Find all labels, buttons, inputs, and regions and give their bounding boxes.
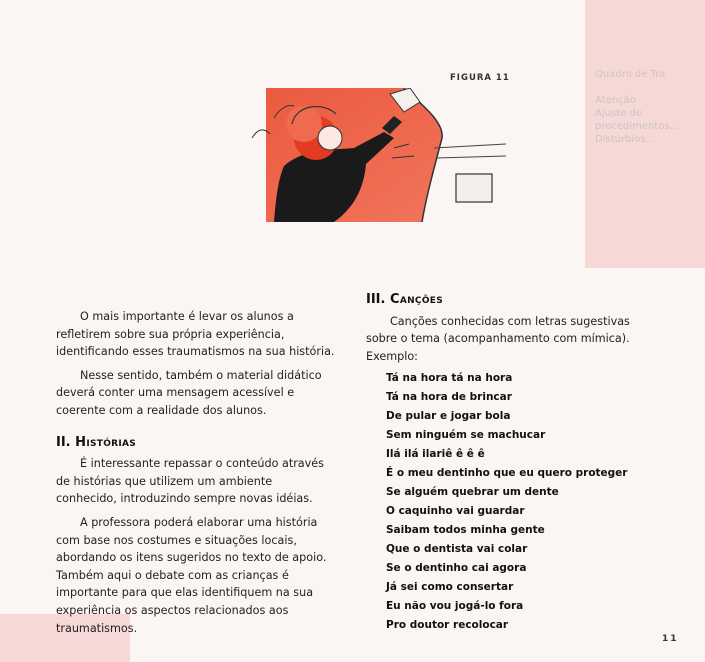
lyric-line: Sem ninguém se machucar	[386, 429, 546, 442]
lyric-line: Tá na hora tá na hora	[386, 372, 513, 385]
section-number: III.	[366, 292, 386, 307]
paragraph-cancoes: Canções conhecidas com letras sugestivas sobre o tema (acompanhamento com mímica). Exemplo:	[366, 314, 630, 363]
dentist-illustration	[244, 88, 506, 222]
figure-label: FIGURA 11	[450, 73, 510, 83]
lyric-line: Eu não vou jogá-lo fora	[386, 600, 524, 613]
paragraph-historias-2: A professora poderá elaborar uma história com base nos costumes e situações locais, abordando os itens sugeridos no texto de apoio. Também aqui o debate com as crianças é importante para que elas identifiquem na sua experiência os aspectos relacionados aos traumatismos.	[56, 515, 327, 635]
lyric-line: Pro doutor recolocar	[386, 619, 509, 632]
page-number: 11	[662, 634, 679, 644]
lyric-line: Se o dentinho cai agora	[386, 562, 527, 575]
bleed-through-text: Quadro de Tra Atenção Ajuste de procedimentos... Distúrbios...	[595, 69, 680, 145]
lyric-line: Ilá ilá ilariê ê ê ê	[386, 448, 485, 461]
section-title: Histórias	[75, 434, 137, 450]
paragraph-historias-1: É interessante repassar o conteúdo através de histórias que utilizem um ambiente conhecido, introduzindo sempre novas idéias.	[56, 457, 324, 506]
lyric-line: Se alguém quebrar um dente	[386, 486, 559, 499]
paragraph-intro-1: O mais importante é levar os alunos a refletirem sobre sua própria experiência, identificando esses traumatismos na sua história.	[56, 310, 335, 359]
lyric-line: Saibam todos minha gente	[386, 524, 545, 537]
song-lyrics	[386, 369, 658, 635]
paragraph-intro-2: Nesse sentido, também o material didático deverá conter uma mensagem acessível e coerente com a realidade dos alunos.	[56, 368, 322, 417]
section-heading-historias	[56, 434, 336, 452]
illustration-figure	[244, 88, 506, 222]
section-number: II.	[56, 434, 71, 450]
left-column	[56, 308, 336, 637]
lyric-line: Que o dentista vai colar	[386, 543, 528, 556]
right-column	[366, 291, 658, 635]
lyric-line: Já sei como consertar	[386, 581, 514, 594]
lyric-line: É o meu dentinho que eu quero proteger	[386, 467, 628, 480]
section-heading-cancoes	[366, 291, 658, 309]
lyric-line: De pular e jogar bola	[386, 410, 511, 423]
lyric-line: O caquinho vai guardar	[386, 505, 525, 518]
section-title: Canções	[389, 292, 444, 307]
lyric-line: Tá na hora de brincar	[386, 391, 512, 404]
